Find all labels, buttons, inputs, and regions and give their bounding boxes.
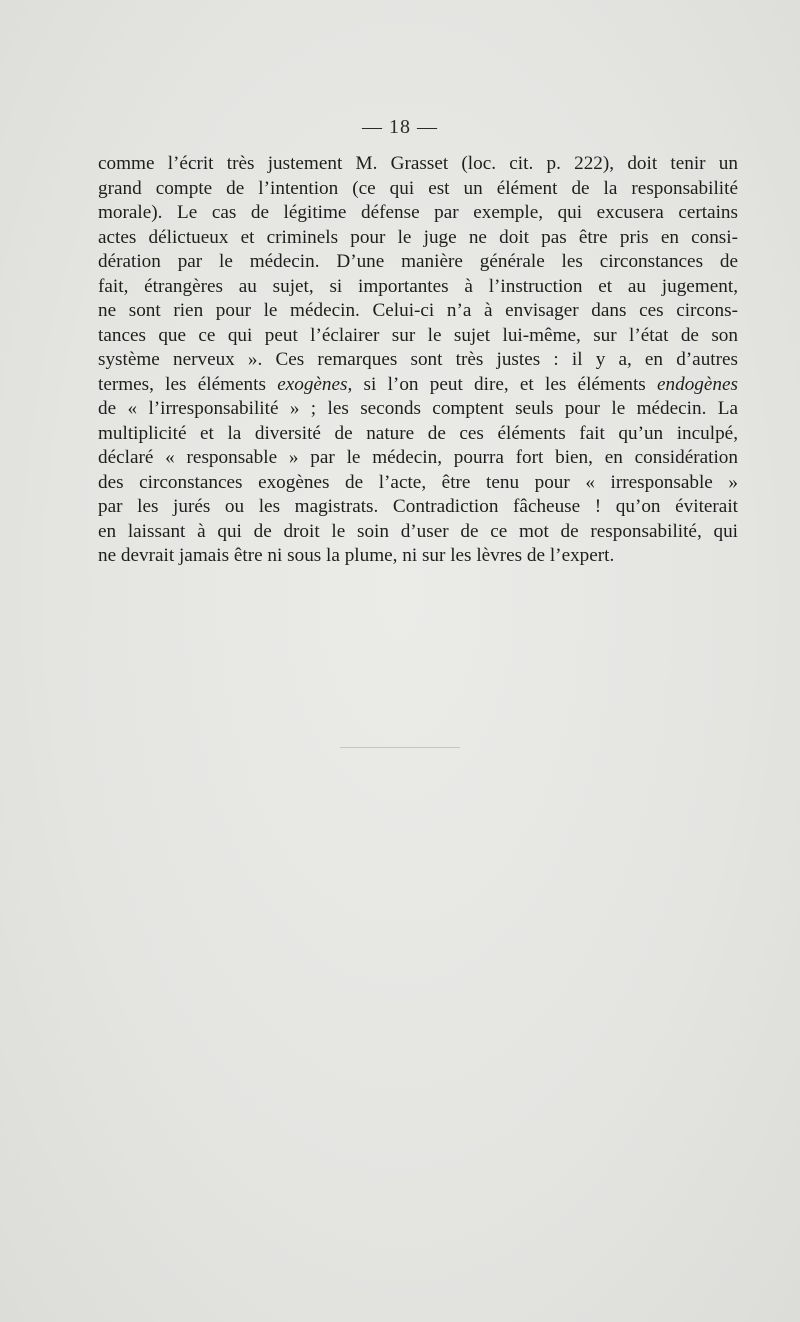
- text-line: de « l’irresponsabilité » ; les seconds comptent seuls pour le médecin. La: [98, 398, 738, 419]
- text-line: fait, étrangères au sujet, si importantes à l’instruction et au jugement,: [98, 275, 738, 297]
- italic-term-endogenes: endogènes: [657, 373, 738, 395]
- text-line: grand compte de l’intention (ce qui est un élément de la responsabilité: [98, 177, 738, 199]
- text-line: multiplicité et la diversité de nature de ces éléments fait qu’un inculpé,: [98, 422, 738, 444]
- text-line: déclaré « responsable » par le médecin, pourra fort bien, en considération: [98, 447, 738, 468]
- text-segment: , si l’on peut dire, et les éléments: [347, 373, 657, 395]
- text-segment: termes, les éléments: [98, 373, 278, 395]
- body-paragraph: [98, 152, 738, 569]
- text-line: comme l’écrit très justement M. Grasset (loc. cit. p. 222), doit tenir un: [98, 153, 738, 174]
- text-line: morale). Le cas de légitime défense par exemple, qui excusera certains: [98, 202, 738, 223]
- text-line: tances que ce qui peut l’éclairer sur le sujet lui-même, sur l’état de son: [98, 324, 738, 346]
- text-line-with-italics: [98, 373, 738, 398]
- text-line: des circonstances exogènes de l’acte, être tenu pour « irresponsable »: [98, 471, 738, 493]
- text-line: système nerveux ». Ces remarques sont très justes : il y a, en d’autres: [98, 349, 738, 370]
- italic-term-exogenes: exogènes: [277, 373, 348, 395]
- text-line: par les jurés ou les magistrats. Contradiction fâcheuse ! qu’on éviterait: [98, 496, 738, 517]
- text-line: en laissant à qui de droit le soin d’user de ce mot de responsabilité, qui: [98, 520, 738, 542]
- text-line: ne sont rien pour le médecin. Celui-ci n’a à envisager dans ces circons-: [98, 300, 738, 321]
- text-line-last: ne devrait jamais être ni sous la plume, ni sur les lèvres de l’expert.: [98, 545, 615, 566]
- text-line: actes délictueux et criminels pour le juge ne doit pas être pris en consi-: [98, 226, 738, 248]
- text-line: dération par le médecin. D’une manière générale les circonstances de: [98, 251, 738, 272]
- bleed-through-rule: [340, 747, 460, 748]
- page-number: — 18 —: [362, 116, 438, 138]
